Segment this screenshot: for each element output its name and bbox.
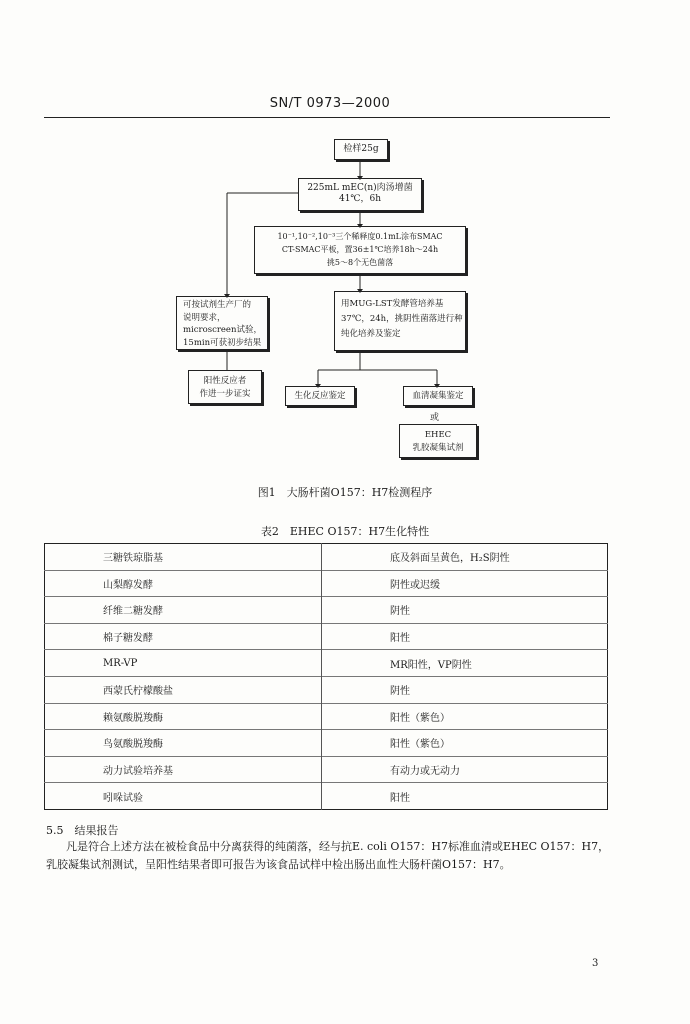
flow-mug-line-1: 用MUG-LST发酵管培养基 [341,299,444,309]
table-row [45,544,608,571]
page-number: 3 [592,958,599,969]
flow-box-positive [188,370,262,404]
table-cell-result: 阳性 [322,623,608,650]
table-cell-test: 吲哚试验 [45,783,322,810]
flow-serology-text: 血清凝集鉴定 [412,391,464,401]
table-cell-test: MR-VP [45,650,322,677]
biochemical-table [44,543,608,810]
table-cell-result: MR阳性，VP阴性 [322,650,608,677]
flow-box-sample [334,139,388,160]
table-cell-result: 底及斜面呈黄色，H₂S阴性 [322,544,608,571]
table-cell-test: 山梨醇发酵 [45,570,322,597]
flow-ehec-line-1: EHEC [424,430,452,440]
flow-box-serology [403,386,473,406]
flow-rapid-line-1: 可按试剂生产厂的 [183,300,252,310]
flow-box-plating [254,226,466,274]
flow-mug-line-2: 37℃，24h，挑阴性菌落进行种 [341,314,463,324]
section-title: 5.5 结果报告 [46,824,119,837]
flow-box-ehec-kit [399,424,477,458]
table-cell-test: 棉子糖发酵 [45,623,322,650]
flow-mug-line-3: 纯化培养及鉴定 [341,329,401,339]
table-cell-result: 阴性 [322,597,608,624]
flow-positive-line-2: 作进一步证实 [199,389,251,399]
table-row [45,623,608,650]
table-cell-test: 赖氨酸脱羧酶 [45,703,322,730]
table-row [45,676,608,703]
flow-sample-text: 检样25g [343,144,379,154]
table-cell-test: 三糖铁琼脂基 [103,553,163,565]
table-cell-result: 有动力或无动力 [322,756,608,783]
flow-rapid-line-3: microscreen试验， [183,325,262,335]
section-body: 凡是符合上述方法在被检食品中分离获得的纯菌落，经与抗E. coli O157：H7标准血清或EHEC O157：H7，乳胶凝集试剂测试，呈阳性结果者即可报告为该食品试样中检出肠出血性大肠杆菌O157：H7。 [46,840,610,871]
flow-plating-line-3: 挑5～8个无色菌落 [326,258,394,267]
table-cell-test: 西蒙氏柠檬酸盐 [45,676,322,703]
table-cell-result: 阳性（紫色） [322,703,608,730]
flow-or-text: 或 [430,413,440,423]
flow-box-biochem [285,386,355,406]
flow-rapid-line-2: 说明要求， [183,312,226,323]
flow-positive-line-1: 阳性反应者 [203,376,247,386]
flow-enrichment-line-1: 225mL mEC(n)肉汤增菌 [307,183,413,193]
flow-box-mug [334,291,466,351]
table-row [45,783,608,810]
flow-enrichment-line-2: 41℃，6h [338,194,382,204]
table-row [45,570,608,597]
flow-rapid-line-4: 15min可获初步结果 [183,337,262,348]
flow-box-rapid-kit [176,296,268,350]
flow-biochem-text: 生化反应鉴定 [294,391,346,401]
table-cell-result: 阳性（紫色） [322,730,608,757]
table-row [45,650,608,677]
flow-box-enrichment [298,178,422,211]
table-row [45,756,608,783]
table-cell-result: 阴性或迟缓 [322,570,608,597]
flow-ehec-line-2: 乳胶凝集试剂 [412,443,464,453]
table-row [45,730,608,757]
table-row [45,597,608,624]
figure-caption: 图1 大肠杆菌O157：H7检测程序 [257,486,433,499]
table-cell-test: 动力试验培养基 [45,756,322,783]
table-cell-test: 鸟氨酸脱羧酶 [45,730,322,757]
table-cell-test: 纤维二糖发酵 [45,597,322,624]
table-row [45,703,608,730]
table-cell-result: 阳性 [322,783,608,810]
flow-plating-line-1: 10⁻¹,10⁻²,10⁻³三个稀释度0.1mL涂布SMAC [277,232,443,241]
table-cell-result: 阴性 [322,676,608,703]
table-caption: 表2 EHEC O157：H7生化特性 [260,525,430,538]
flow-plating-line-2: CT-SMAC平板，置36±1℃培养18h～24h [281,245,439,254]
standard-number-header: SN/T 0973—2000 [269,96,391,111]
